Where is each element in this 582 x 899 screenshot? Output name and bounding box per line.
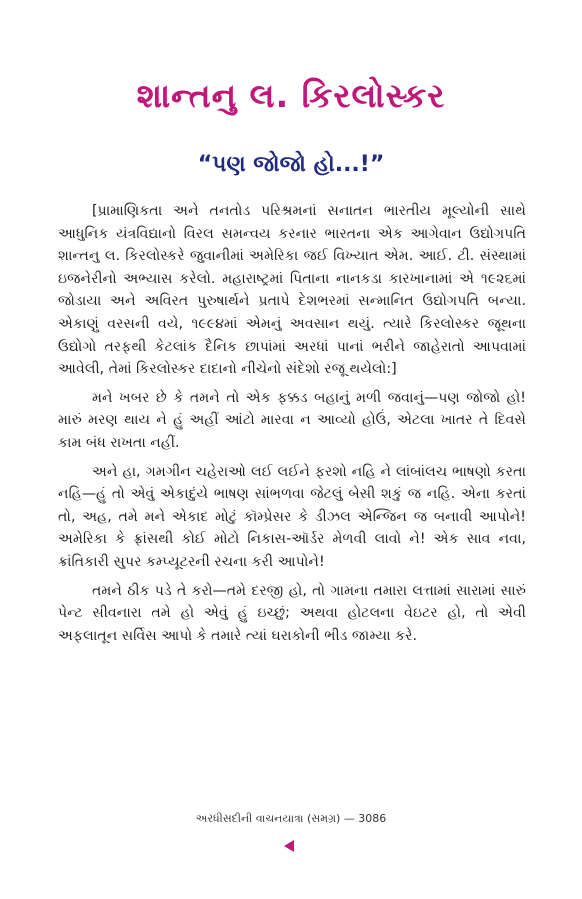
body-paragraph: અને હા, ગમગીન ચહેરાઓ લઈ લઈને ફરશો નહિ ને લાંબાંલચ ભાષણો કરતા નહિ—હું તો એવું એકાદુંયે ભાષણ સાંભળવા જેટલું બેસી શકું જ નહિ. એના કરતાં તો, અહ, તમે મને એકાદ મોટું કૉમ્પ્રેસર કે ડીઝલ એન્જિન જ બનાવી આપોને! અમેરિકા કે ફ્રાંસથી કોઈ મોટો નિકાસ-ઑર્ડર મેળવી લાવો ને! એક સાવ નવા, ક્રાંતિકારી સુપર કમ્પ્યૂટરની રચના કરી આપોને! [58, 463, 526, 570]
body-paragraph: તમને ઠીક પડે તે કરો—તમે દરજી હો, તો ગામના તમારા લત્તામાં સારામાં સારું પેન્ટ સીવનારા તમે હો એવું હું ઇચ્છું; અથવા હોટલના વેઇટર હો, તો એવી અફલાતૂન સર્વિસ આપો કે તમારે ત્યાં ઘરાકોની ભીડ જામ્યા કરે. [58, 582, 526, 644]
prev-page-arrow-icon[interactable] [284, 840, 294, 852]
author-name: શાન્તનુ લ. કિરલોસ્કર [136, 76, 446, 115]
page-footer: અરધીસદીની વાચનયાત્રા (સમગ્ર) — 3086 [195, 812, 387, 825]
body-paragraph: મને ખબર છે કે તમને તો એક ફક્કડ બહાનું મળી જવાનું—પણ જોજો હો! મારું મરણ થાય ને હું અહીં આંટો મારવા ન આવ્યો હોઉં, એટલા ખાતર તે દિવસે કામ બંધ રાખતા નહીં. [58, 389, 526, 451]
intro-paragraph: [પ્રામાણિકતા અને તનતોડ પરિશ્રમનાં સનાતન ભારતીય મૂલ્યોની સાથે આધુનિક યંત્રવિદ્યાનો વિરલ સમન્વય કરનાર ભારતના એક આગેવાન ઉદ્યોગપતિ શાન્તનુ લ. કિરલોસ્કરે જુવાનીમાં અમેરિકા જઈ વિખ્યાત એમ. આઈ. ટી. સંસ્થામાં ઇજનેરીનો અભ્યાસ કરેલો. મહારાષ્ટ્રમાં પિતાના નાનકડા કારખાનામાં એ ૧૯૨૬માં જોડાયા અને અવિરત પુરુષાર્થને પ્રતાપે દેશભરમાં સન્માનિત ઉદ્યોગપતિ બન્યા. એકાણું વરસની વયે, ૧૯૯૪માં એમનું અવસાન થયું. ત્યારે કિરલોસ્કર જૂથના ઉદ્યોગો તરફથી કેટલાંક દૈનિક છાપાંમાં અરધાં પાનાં ભરીને જાહેરાતો આપવામાં આવેલી, તેમાં કિરલોસ્કર દાદાનો નીચેનો સંદેશો રજૂ થયેલો:] [58, 203, 526, 378]
article-body [58, 200, 526, 653]
article-title: “પણ જોજો હો...!” [197, 152, 385, 177]
